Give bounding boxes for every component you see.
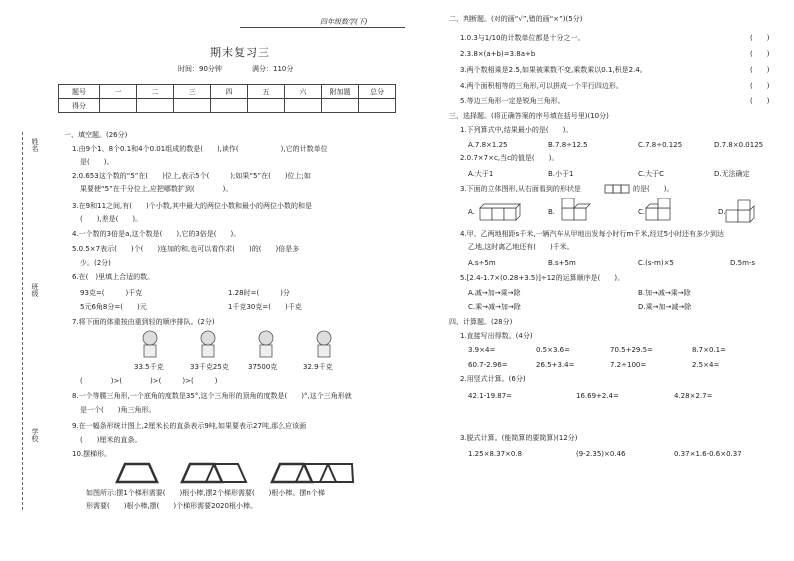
trapezoid-diagram xyxy=(115,460,355,485)
choice-q: 5.[2.4-1.7×(0.28+3.5)]÷12的运算顺序是( )。 xyxy=(460,274,625,282)
choice-opt: B.s+5m xyxy=(548,259,576,267)
choice-opt: C.乘→减→加→除 xyxy=(468,303,521,311)
header-rule xyxy=(240,27,405,28)
score-cell: 二 xyxy=(137,85,174,99)
choice-q: 1.下列算式中,结果最小的是( )。 xyxy=(460,126,573,134)
q-line: 2.0.653这个数的“5”在( )位上,表示5个( );如果“5”在( )位上;如 xyxy=(72,172,311,180)
choice-opt: A. xyxy=(468,208,475,216)
weight-label: 37500克 xyxy=(248,363,278,371)
choice-opt: C.大于C xyxy=(638,170,665,178)
judge-item: 4.两个面积相等的三角形,可以拼成一个平行四边形。 xyxy=(460,82,623,90)
q-line: 4.一个数的3倍是a,这个数是( ),它的3倍是( )。 xyxy=(72,230,241,238)
calc-item: 26.5+3.4= xyxy=(536,361,575,369)
weight-label: 33千克25克 xyxy=(190,363,229,371)
time-info: 时间：90分钟 xyxy=(178,65,222,73)
calc-item: 2.5×4= xyxy=(692,361,720,369)
choice-q: 乙地,这时离乙地还有( )千米。 xyxy=(468,243,574,251)
score-cell: 五 xyxy=(248,85,285,99)
score-cell: 一 xyxy=(100,85,137,99)
choice-opt: A.减→加→乘→除 xyxy=(468,289,521,297)
calc-item: 16.69+2.4= xyxy=(576,392,619,400)
score-cell: 得分 xyxy=(59,99,100,113)
choice-opt: B.加→减→乘→除 xyxy=(638,289,691,297)
calc-item: 0.37×1.6-0.6×0.37 xyxy=(674,450,742,458)
q-line: 9.在一幅条形统计图上,2厘米长的直条表示9吨,如果要表示27吨,那么应该画 xyxy=(72,422,307,430)
score-cell: 总分 xyxy=(359,85,396,99)
choice-q-tail: 的是( )。 xyxy=(633,185,674,193)
school-label: 学校 xyxy=(31,428,39,442)
score-cell: 三 xyxy=(174,85,211,99)
q-line: 10.摆梯形。 xyxy=(72,450,112,458)
choice-opt: B.小于1 xyxy=(548,170,574,178)
choice-opt: B. xyxy=(548,208,556,216)
q-line: 1.由9个1、8个0.1和4个0.01组成的数是( ),读作( ),它的计数单位 xyxy=(72,145,328,153)
choice-opt: D. xyxy=(718,208,726,216)
section-3-title: 三、选择题。(将正确答案的序号填在括号里)(10分) xyxy=(449,112,609,120)
choice-opt: C.7.8÷0.125 xyxy=(638,141,683,149)
q-line: ( )厘米的直条。 xyxy=(80,436,142,444)
score-table xyxy=(58,84,396,113)
score-cell[interactable] xyxy=(359,99,396,113)
choice-opt: A.7.8×1.25 xyxy=(468,141,508,149)
calc-item: 42.1-19.87= xyxy=(468,392,513,400)
section-4-title: 四、计算题。(28分) xyxy=(449,318,513,326)
q7-answer: ( )>( )>( )>( ) xyxy=(80,377,218,385)
choice-opt: A.s÷5m xyxy=(468,259,496,267)
section-1-title: 一、填空题。(26分) xyxy=(64,131,128,139)
calc-q: 2.用竖式计算。(6分) xyxy=(460,375,526,383)
weight-label: 32.9千克 xyxy=(303,363,333,371)
score-cell[interactable] xyxy=(285,99,322,113)
choice-opt: C. xyxy=(638,208,646,216)
calc-item: 70.5+29.5= xyxy=(610,346,653,354)
calc-item: 60.7-2.96= xyxy=(468,361,508,369)
q-line: ( ),差是( )。 xyxy=(80,215,143,223)
choice-opt: D.无法确定 xyxy=(714,170,750,178)
answer-paren[interactable]: ( ) xyxy=(750,66,770,74)
calc-q: 1.直接写出得数。(4分) xyxy=(460,332,533,340)
score-cell[interactable] xyxy=(174,99,211,113)
q10-line: 形需要( )根小棒,摆( )个梯形需要2020根小棒。 xyxy=(86,502,257,510)
kid-figure xyxy=(143,331,331,357)
score-cell: 附加题 xyxy=(322,85,359,99)
calc-item: 3.9×4= xyxy=(468,346,496,354)
score-cell[interactable] xyxy=(322,99,359,113)
q-line: 3.在9和11之间,有( )个小数,其中最大的两位小数和最小的两位小数的和是 xyxy=(72,202,312,210)
q-line: 果要使“5”在千分位上,应把哪数扩到( )。 xyxy=(80,185,233,193)
q-line: 是一个( )角三角形。 xyxy=(80,406,156,414)
q6-item: 1.28时=( )分 xyxy=(228,289,290,297)
q6-item: 1千克30克=( )千克 xyxy=(228,303,302,311)
answer-paren[interactable]: ( ) xyxy=(750,97,770,105)
score-cell: 题号 xyxy=(59,85,100,99)
answer-paren[interactable]: ( ) xyxy=(750,34,770,42)
score-cell[interactable] xyxy=(211,99,248,113)
cube-options-diagram xyxy=(478,198,768,226)
choice-opt: D.5m-s xyxy=(730,259,756,267)
q-line: 5.0.5×7表示( )个( )连加的和,也可以看作求( )的( )倍是多 xyxy=(72,245,300,253)
choice-opt: B.7.8÷12.5 xyxy=(548,141,588,149)
score-cell: 六 xyxy=(285,85,322,99)
choice-q: 2.0.7×7×c,当c的值是( )。 xyxy=(460,154,559,162)
q6-item: 5元6角8分=( )元 xyxy=(80,303,147,311)
class-label: 班级 xyxy=(31,283,39,297)
calc-item: 7.2÷100= xyxy=(610,361,647,369)
calc-item: 1.25×8.37×0.8 xyxy=(468,450,523,458)
calc-item: 8.7×0.1= xyxy=(692,346,726,354)
full-score-info: 满分：110分 xyxy=(252,65,294,73)
calc-item: (9-2.35)×0.46 xyxy=(576,450,626,458)
q-line: 8.一个等腰三角形,一个底角的度数是35°,这个三角形的顶角的度数是( )°,这个三角形就 xyxy=(72,392,352,400)
answer-paren[interactable]: ( ) xyxy=(750,82,770,90)
kids-illustration xyxy=(138,328,358,364)
page-title: 期末复习三 xyxy=(210,46,270,59)
q6-item: 93克=( )千克 xyxy=(80,289,143,297)
score-cell[interactable] xyxy=(137,99,174,113)
judge-item: 1.0.3与1/10的计数单位都是十分之一。 xyxy=(460,34,585,42)
choice-opt: D.7.8×0.0125 xyxy=(714,141,764,149)
section-2-title: 二、判断题。(对的画“√”,错的画“×”)(5分) xyxy=(449,15,583,23)
q-line: 6.在( )里填上合适的数。 xyxy=(72,273,155,281)
choice-q: 4.甲、乙两地相距s千米,一辆汽车从甲地出发每小时行m千米,经过5小时还有多少到达 xyxy=(460,230,725,238)
choice-opt: A.大于1 xyxy=(468,170,494,178)
grade-header: 四年级数学(下) xyxy=(320,18,368,26)
judge-item: 5.等边三角形一定是锐角三角形。 xyxy=(460,97,565,105)
q7-title: 7.将下面的体重按由重到轻的顺序排队。(2分) xyxy=(72,318,215,326)
calc-item: 0.5×3.6= xyxy=(536,346,570,354)
q10-line: 如图所示:摆1个梯形需要( )根小棒,摆2个梯形需要( )根小棒。摆n个梯 xyxy=(86,489,325,497)
binding-line xyxy=(22,132,23,510)
choice-q: 3.下面的立体图形,从右面看到的形状是 xyxy=(460,185,581,193)
score-cell[interactable] xyxy=(100,99,137,113)
calc-q: 3.脱式计算。(能简算的要简算)(12分) xyxy=(460,434,578,442)
score-cell[interactable] xyxy=(248,99,285,113)
name-label: 姓名 xyxy=(31,138,39,152)
view-shape-icon xyxy=(604,184,630,194)
weight-label: 33.5千克 xyxy=(134,363,164,371)
answer-paren[interactable]: ( ) xyxy=(750,50,770,58)
choice-opt: C.(s-m)×5 xyxy=(638,259,674,267)
choice-opt: D.乘→加→减→除 xyxy=(638,303,692,311)
calc-item: 4.28×2.7= xyxy=(674,392,713,400)
q-line: 是( )。 xyxy=(80,158,114,166)
judge-item: 2.3.8×(a+b)=3.8a+b xyxy=(460,50,536,58)
q-line: 少。(2分) xyxy=(80,259,111,267)
score-cell: 四 xyxy=(211,85,248,99)
judge-item: 3.两个数相乘是2.5,如果被乘数不变,乘数乘以0.1,积是2.4。 xyxy=(460,66,647,74)
